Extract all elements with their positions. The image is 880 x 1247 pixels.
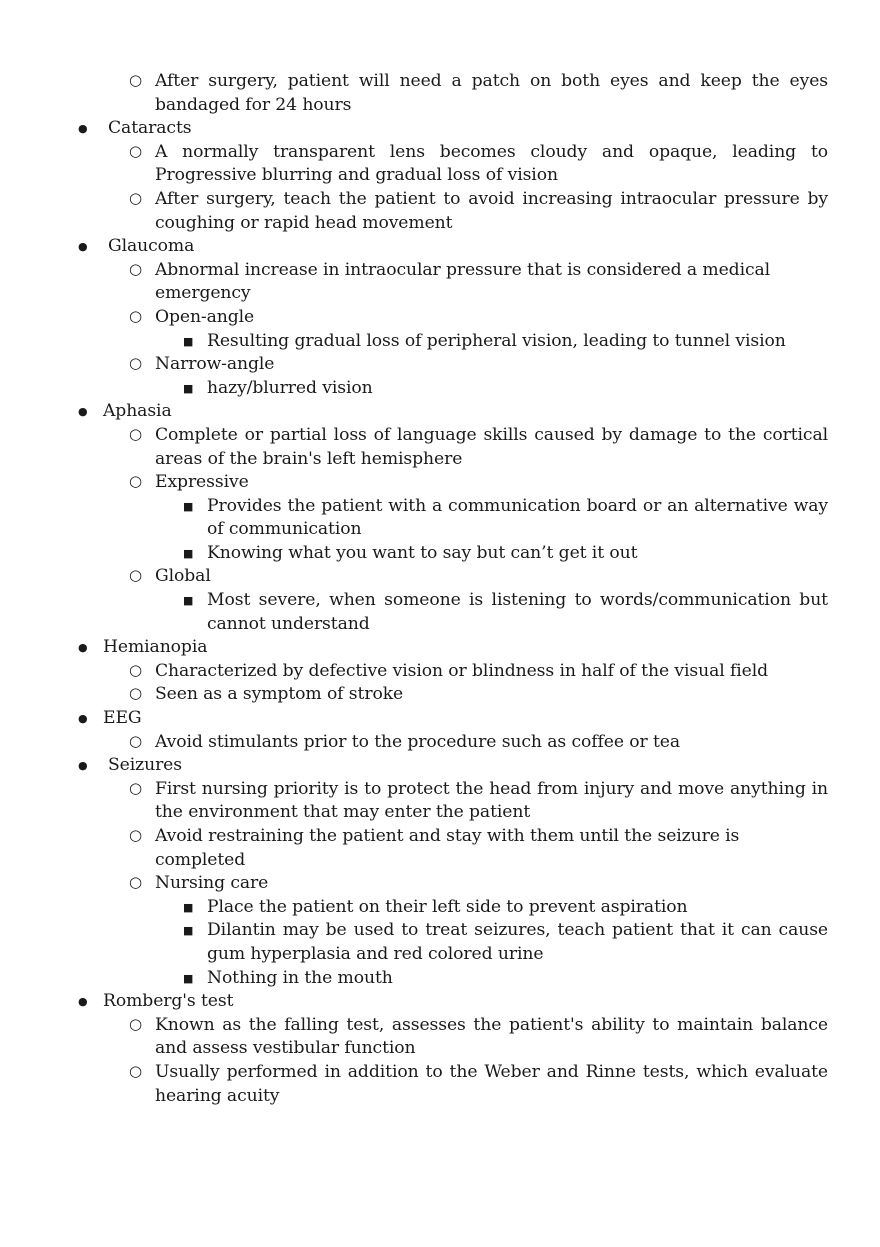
hollow-bullet-icon: ○	[129, 1014, 142, 1033]
hollow-bullet-icon: ○	[129, 141, 142, 160]
list-item: ○ Usually performed in addition to the Weber and Rinne tests, which evaluate hearing acuity	[129, 1061, 828, 1106]
list-item: ○ A normally transparent lens becomes cloudy and opaque, leading to Progressive blurring and gradual loss of vision	[129, 141, 828, 186]
hollow-bullet-icon: ○	[129, 826, 142, 844]
hollow-bullet-icon: ○	[129, 306, 142, 325]
filled-bullet-icon: ●	[78, 995, 88, 1009]
filled-bullet-icon: ●	[78, 240, 88, 254]
hollow-bullet-icon: ○	[129, 731, 142, 750]
topic-heading: ● Hemianopia	[0, 636, 880, 660]
list-item: ○ Complete or partial loss of language skills caused by damage to the cortical areas of the brain's left hemisphere	[129, 424, 828, 469]
square-bullet-icon: ■	[183, 594, 194, 608]
hollow-bullet-icon: ○	[129, 566, 142, 585]
list-item: ○ Avoid stimulants prior to the procedure such as coffee or tea	[129, 731, 681, 752]
hollow-bullet-icon: ○	[129, 188, 142, 207]
list-subitem: ■ Resulting gradual loss of peripheral vision, leading to tunnel vision	[0, 330, 828, 354]
filled-bullet-icon: ●	[78, 759, 88, 773]
topic-heading: ● Romberg's test	[0, 990, 880, 1014]
list-item: ○ After surgery, teach the patient to avoid increasing intraocular pressure by coughing or rapid head movement	[129, 188, 828, 233]
hollow-bullet-icon: ○	[129, 472, 142, 491]
list-item: ○ Characterized by defective vision or blindness in half of the visual field	[129, 660, 769, 681]
hollow-bullet-icon: ○	[129, 873, 142, 892]
hollow-bullet-icon: ○	[129, 778, 142, 797]
list-item: ○ Global	[129, 566, 211, 587]
list-item: ○ Narrow-angle	[129, 354, 275, 375]
filled-bullet-icon: ●	[78, 122, 88, 136]
hollow-bullet-icon: ○	[129, 1061, 142, 1080]
hollow-bullet-icon: ○	[129, 259, 142, 278]
list-item: ○ Seen as a symptom of stroke	[129, 684, 404, 705]
list-subitem: ■ Nothing in the mouth	[0, 967, 828, 991]
square-bullet-icon: ■	[183, 900, 194, 914]
list-item: ○ Expressive	[129, 472, 249, 493]
square-bullet-icon: ■	[183, 381, 194, 395]
topic-heading: ● Seizures	[0, 754, 880, 778]
hollow-bullet-icon: ○	[129, 71, 142, 89]
list-item: ○ Open-angle	[129, 306, 255, 327]
hollow-bullet-icon: ○	[129, 684, 142, 703]
hollow-bullet-icon: ○	[129, 354, 142, 373]
list-item: ○ Abnormal increase in intraocular pressure that is considered a medical emergency	[129, 259, 771, 304]
topic-heading: ● EEG	[0, 707, 880, 731]
hollow-bullet-icon: ○	[129, 660, 142, 679]
list-subitem: ■ Knowing what you want to say but can’t get it out	[0, 542, 828, 566]
list-subitem: ■ Dilantin may be used to treat seizures, teach patient that it can cause gum hyperplasia and red colored urine	[183, 920, 828, 964]
list-item: ○ Nursing care	[129, 873, 269, 894]
list-subitem: ■ Provides the patient with a communication board or an alternative way of communication	[183, 495, 828, 540]
hollow-bullet-icon: ○	[129, 424, 142, 443]
list-subitem: ■ Most severe, when someone is listening to words/communication but cannot understand	[183, 590, 828, 634]
filled-bullet-icon: ●	[78, 641, 88, 655]
list-subitem: ■ Place the patient on their left side to prevent aspiration	[0, 896, 828, 920]
square-bullet-icon: ■	[183, 924, 194, 938]
filled-bullet-icon: ●	[78, 712, 88, 726]
square-bullet-icon: ■	[183, 499, 194, 513]
square-bullet-icon: ■	[183, 971, 194, 985]
list-item: ○ First nursing priority is to protect the head from injury and move anything in the environment that may enter the patient	[129, 778, 828, 823]
list-subitem: ■ hazy/blurred vision	[0, 377, 828, 401]
topic-heading: ● Cataracts	[0, 117, 880, 141]
topic-heading: ● Glaucoma	[0, 235, 880, 259]
topic-heading: ● Aphasia	[0, 400, 880, 424]
square-bullet-icon: ■	[183, 334, 194, 348]
notes-page	[0, 70, 880, 1108]
square-bullet-icon: ■	[183, 546, 194, 560]
list-item: ○ Known as the falling test, assesses the patient's ability to maintain balance and assess vestibular function	[129, 1014, 828, 1059]
list-item: ○ Avoid restraining the patient and stay with them until the seizure is completed	[129, 826, 740, 870]
filled-bullet-icon: ●	[78, 405, 88, 419]
list-item: ○ After surgery, patient will need a patch on both eyes and keep the eyes bandaged for 24 hours	[129, 71, 828, 115]
